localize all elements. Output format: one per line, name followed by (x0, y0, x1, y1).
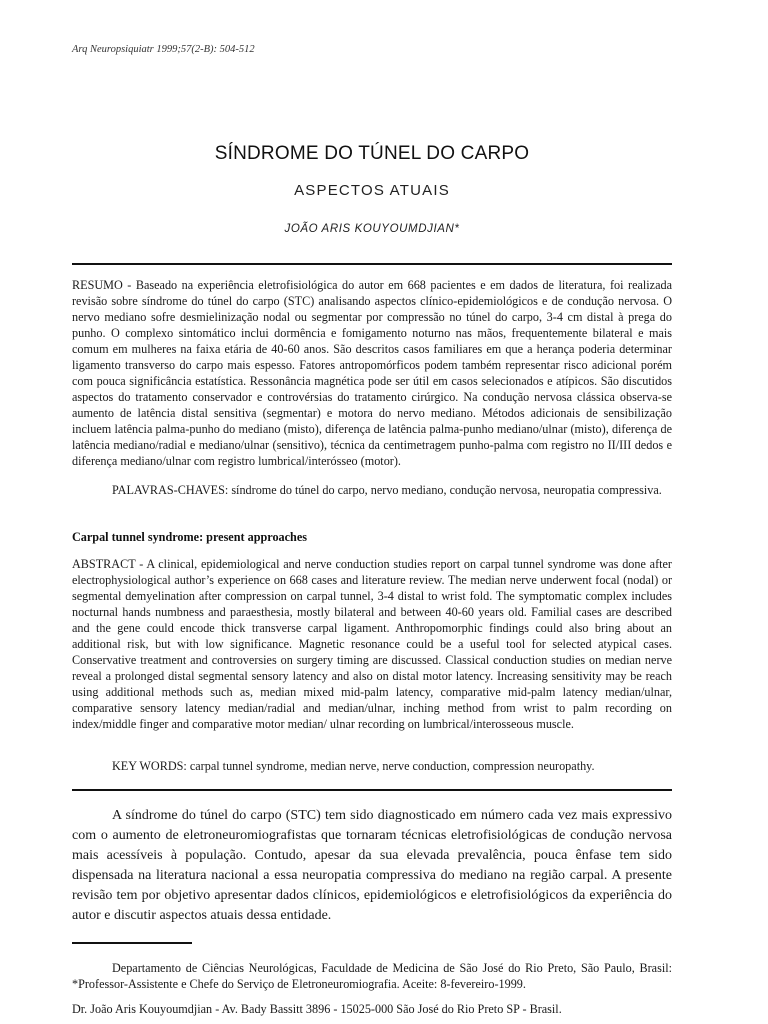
top-divider (72, 263, 672, 265)
article-title: SÍNDROME DO TÚNEL DO CARPO (214, 143, 530, 164)
key-words-paragraph: KEY WORDS: carpal tunnel syndrome, median nerve, nerve conduction, compression neuropathy. (112, 759, 595, 773)
english-title: Carpal tunnel syndrome: present approaches (72, 530, 307, 544)
footnote-affiliation: Departamento de Ciências Neurológicas, Faculdade de Medicina de São José do Rio Preto, São Paulo, Brasil: *Professor-Assistente e Chefe do Serviço de Eletroneuromiografia. Aceite: 8-fevereiro-1999. (72, 961, 672, 991)
footnote-divider (72, 942, 192, 944)
intro-paragraph: A síndrome do túnel do carpo (STC) tem sido diagnosticado em número cada vez mais expressivo com o aumento de eletroneuromiografistas que tornaram técnicas eletrofisiológicas de condução nervosa mais acessíveis à população. Contudo, apesar da sua elevada prevalência, pouca ênfase tem sido dispensada na literatura nacional a essa neuropatia compressiva do mediano na região carpal. A presente revisão tem por objetivo apresentar dados clínicos, epidemiológicos e eletrofisiológicos da experiência do autor e discutir aspectos atuais dessa entidade. (72, 808, 672, 923)
abstract-paragraph: ABSTRACT - A clinical, epidemiological and nerve conduction studies report on carpal tunnel syndrome was done after electrophysiological author’s experience on 668 cases and literature review. The median nerve underwent focal (nodal) or segmental demyelination after compression on carpal tunnel, 3-4 distal to wrist fold. The symptomatic complex includes nocturnal hands numbness and paraesthesia, mostly bilateral and between 40-60 years old. Familial cases are described and the gene could encode thick transverse carpal ligament. Anthropomorphic findings could also bring about an additional risk, but with low significance. Magnetic resonance could be a useful tool for selected atypical cases. Conservative treatment and controversies on surgery timing are discussed. Classical conduction studies on median nerve reveal a prolonged distal segmental sensory latency and also on distal motor latency. Increasing sensitivity may be reach using additional methods such as, median mixed mid-palm latency, comparative mid-palm latency median/ulnar, comparative sensory latency median/radial and median/ulnar, inching method from wrist to palm recording on index/middle finger and comparative motor median/ ulnar recording on lumbrical/interosseous muscle. (72, 557, 672, 731)
article-subtitle: ASPECTOS ATUAIS (294, 182, 450, 199)
middle-divider (72, 789, 672, 791)
article-author: JOÃO ARIS KOUYOUMDJIAN* (284, 223, 460, 235)
journal-reference: Arq Neuropsiquiatr 1999;57(2-B): 504-512 (72, 44, 255, 55)
footnote-contact: Dr. João Aris Kouyoumdjian - Av. Bady Bassitt 3896 - 15025-000 São José do Rio Preto SP - Brasil. (72, 1002, 562, 1016)
resumo-paragraph: RESUMO - Baseado na experiência eletrofisiológica do autor em 668 pacientes e em dados de literatura, foi realizada revisão sobre síndrome do túnel do carpo (STC) analisando aspectos clínico-epidemiológicos e de condução nervosa. O nervo mediano sofre desmielinização nodal ou segmentar por compressão no túnel do carpo, 3-4 cm distal à prega do punho. O complexo sintomático inclui dormência e fomigamento noturno nas mãos, frequentemente bilateral e mais comum em mulheres na faixa etária de 40-60 anos. São descritos casos familiares em que a herança poderia determinar ligamento transverso do carpo mais espesso. Fatores antropomórficos podem também representar risco adicional porém com pouca significância estatística. Ressonância magnética pode ser útil em casos selecionados e atípicos. São discutidos aspectos do tratamento conservador e controvérsias do tratamento cirúrgico. Na condução nervosa clássica observa-se aumento de latência distal sensitiva (segmentar) e motora do nervo mediano. Métodos adicionais de sensibilização incluem latência palma-punho do mediano (misto), diferença de latência palma-punho mediano/ulnar (misto), diferença de latência mediano/radial e mediano/ulnar (sensitivo), técnica da centimetragem punho-palma com registro no II/III dedos e diferença mediano/ulnar com registro lumbrical/interósseo (motor). (72, 278, 672, 468)
palavras-chaves-paragraph: PALAVRAS-CHAVES: síndrome do túnel do carpo, nervo mediano, condução nervosa, neuropatia compressiva. (112, 483, 662, 497)
